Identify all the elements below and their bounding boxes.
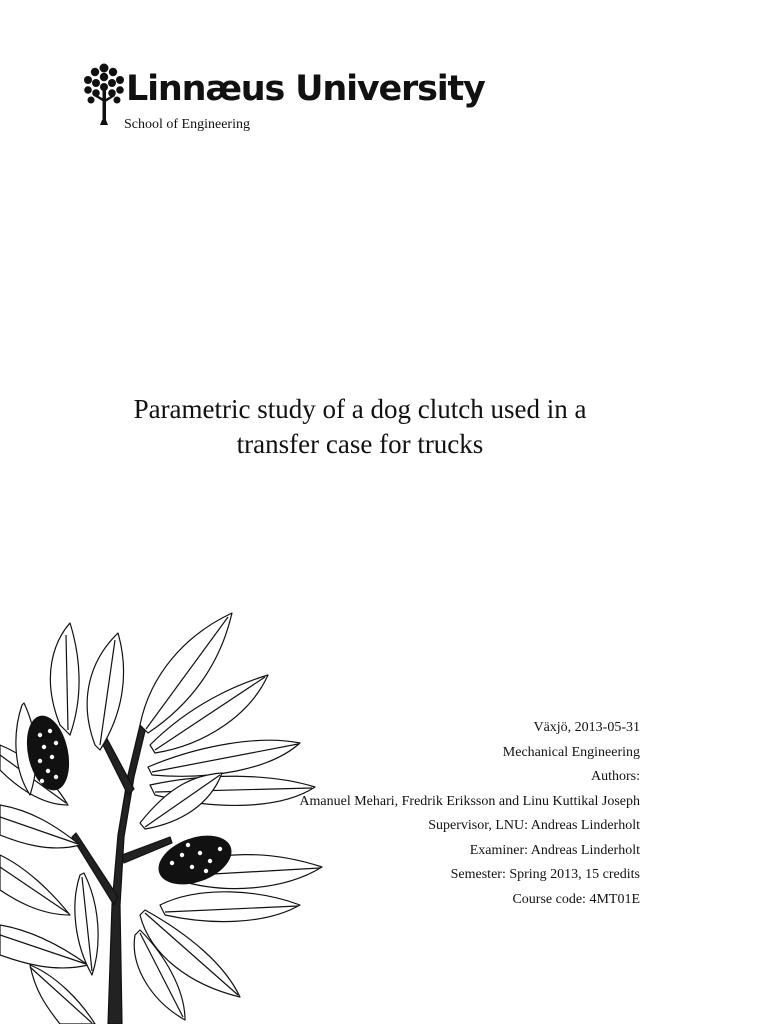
title-line-1: Parametric study of a dog clutch used in a [133,394,587,424]
tree-icon [82,62,126,128]
program: Mechanical Engineering [502,744,640,760]
authors-label: Authors: [591,769,640,784]
botanical-plant-illustration [0,605,340,1024]
document-title [60,392,660,462]
examiner: Examiner: Andreas Linderholt [469,842,640,858]
semester: Semester: Spring 2013, 15 credits [450,867,640,882]
place-date: Växjö, 2013-05-31 [533,720,640,735]
title-line-2: transfer case for trucks [236,429,484,459]
authors: Amanuel Mehari, Fredrik Eriksson and Linu Kuttikal Joseph [299,793,640,809]
university-logo [82,62,502,142]
document-metadata [299,716,640,912]
university-name: Linnæus University [126,69,485,109]
course-code: Course code: 4MT01E [512,891,640,907]
supervisor: Supervisor, LNU: Andreas Linderholt [428,818,640,833]
school-name: School of Engineering [124,117,250,132]
